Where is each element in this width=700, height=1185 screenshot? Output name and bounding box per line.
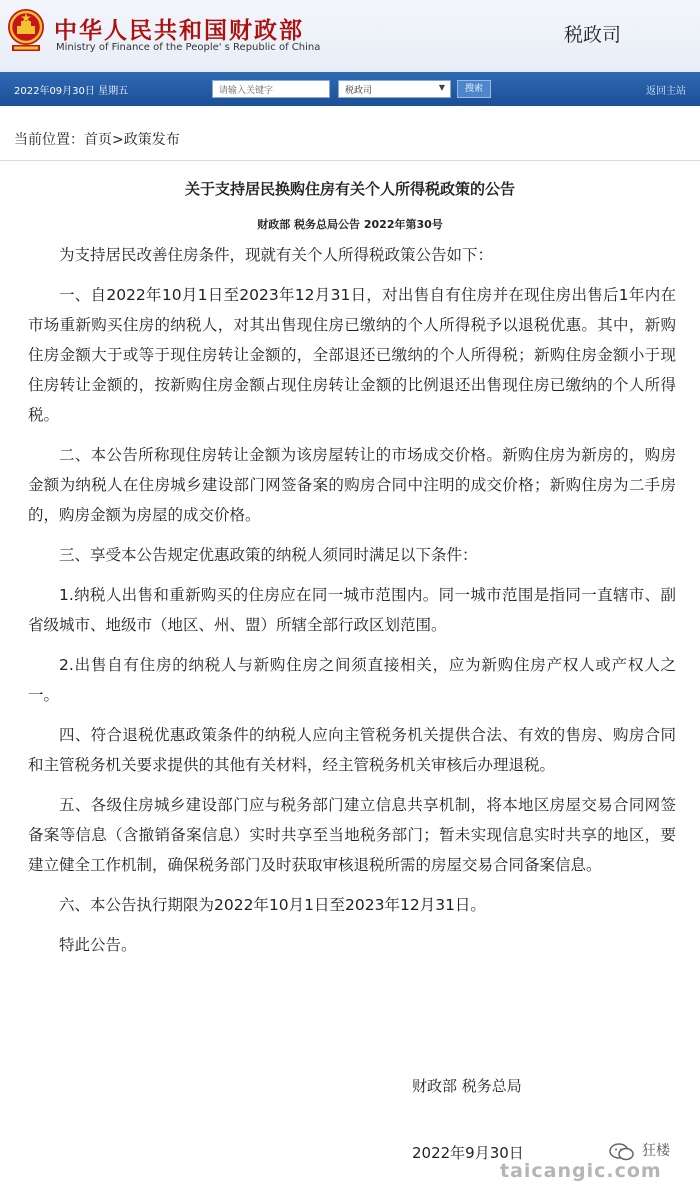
paragraph-6: 六、本公告执行期限为2022年10月1日至2023年12月31日。 xyxy=(59,896,486,914)
article-body xyxy=(28,240,676,970)
breadcrumb-current-link[interactable]: 政策发布 xyxy=(123,132,180,148)
wechat-icon xyxy=(608,1142,636,1162)
watermark-url: taicangic.com xyxy=(500,1160,662,1182)
breadcrumb xyxy=(14,129,180,149)
paragraph-closing: 特此公告。 xyxy=(59,936,137,954)
divider xyxy=(0,160,700,161)
back-to-main-link[interactable]: 返回主站 xyxy=(646,86,686,97)
paragraph-intro: 为支持居民改善住房条件，现就有关个人所得税政策公告如下： xyxy=(59,246,494,264)
search-button[interactable]: 搜索 xyxy=(457,80,491,98)
chevron-down-icon: ▼ xyxy=(438,83,445,92)
national-emblem-icon xyxy=(6,7,46,53)
signature: 财政部 税务总局 xyxy=(412,1077,522,1095)
breadcrumb-separator: > xyxy=(112,132,124,148)
watermark-account: 狂楼 xyxy=(642,1143,670,1159)
department-title: 税政司 xyxy=(564,24,622,46)
search-input[interactable]: 请输入关键字 xyxy=(212,80,330,98)
paragraph-2: 二、本公告所称现住房转让金额为该房屋转让的市场成交价格。新购住房为新房的，购房金额为纳税人在住房城乡建设部门网签备案的购房合同中注明的成交价格；新购住房为二手房的，购房金额为房屋的成交价格。 xyxy=(28,446,676,524)
search-scope-value: 税政司 xyxy=(345,86,373,96)
paragraph-3-2: 2.出售自有住房的纳税人与新购住房之间须直接相关，应为新购住房产权人或产权人之一。 xyxy=(28,656,676,704)
search-scope-select[interactable] xyxy=(338,80,451,98)
paragraph-5: 五、各级住房城乡建设部门应与税务部门建立信息共享机制，将本地区房屋交易合同网签备案等信息（含撤销备案信息）实时共享至当地税务部门；暂未实现信息实时共享的地区，要建立健全工作机制，确保税务部门及时获取审核退税所需的房屋交易合同备案信息。 xyxy=(28,796,676,874)
breadcrumb-label: 当前位置： xyxy=(14,132,84,148)
document-number: 财政部 税务总局公告 2022年第30号 xyxy=(257,218,443,231)
site-name-en: Ministry of Finance of the People' s Republic of China xyxy=(56,42,321,53)
site-name-cn[interactable]: 中华人民共和国财政部 xyxy=(54,17,304,44)
paragraph-1: 一、自2022年10月1日至2023年12月31日，对出售自有住房并在现住房出售后1年内在市场重新购买住房的纳税人，对其出售现住房已缴纳的个人所得税予以退税优惠。其中，新购住房金额大于或等于现住房转让金额的，全部退还已缴纳的个人所得税；新购住房金额小于现住房转让金额的，按新购住房金额占现住房转让金额的比例退还出售现住房已缴纳的个人所得税。 xyxy=(28,286,676,424)
signature-date: 2022年9月30日 xyxy=(412,1144,524,1162)
nav-toolbar xyxy=(0,72,700,106)
current-date: 2022年09月30日 星期五 xyxy=(14,86,129,97)
breadcrumb-home-link[interactable]: 首页 xyxy=(84,132,112,148)
paragraph-4: 四、符合退税优惠政策条件的纳税人应向主管税务机关提供合法、有效的售房、购房合同和主管税务机关要求提供的其他有关材料，经主管税务机关审核后办理退税。 xyxy=(28,726,676,774)
paragraph-3: 三、享受本公告规定优惠政策的纳税人须同时满足以下条件： xyxy=(59,546,478,564)
article-title: 关于支持居民换购住房有关个人所得税政策的公告 xyxy=(184,180,515,198)
paragraph-3-1: 1.纳税人出售和重新购买的住房应在同一城市范围内。同一城市范围是指同一直辖市、副省级城市、地级市（地区、州、盟）所辖全部行政区划范围。 xyxy=(28,586,676,634)
site-header xyxy=(0,0,700,72)
